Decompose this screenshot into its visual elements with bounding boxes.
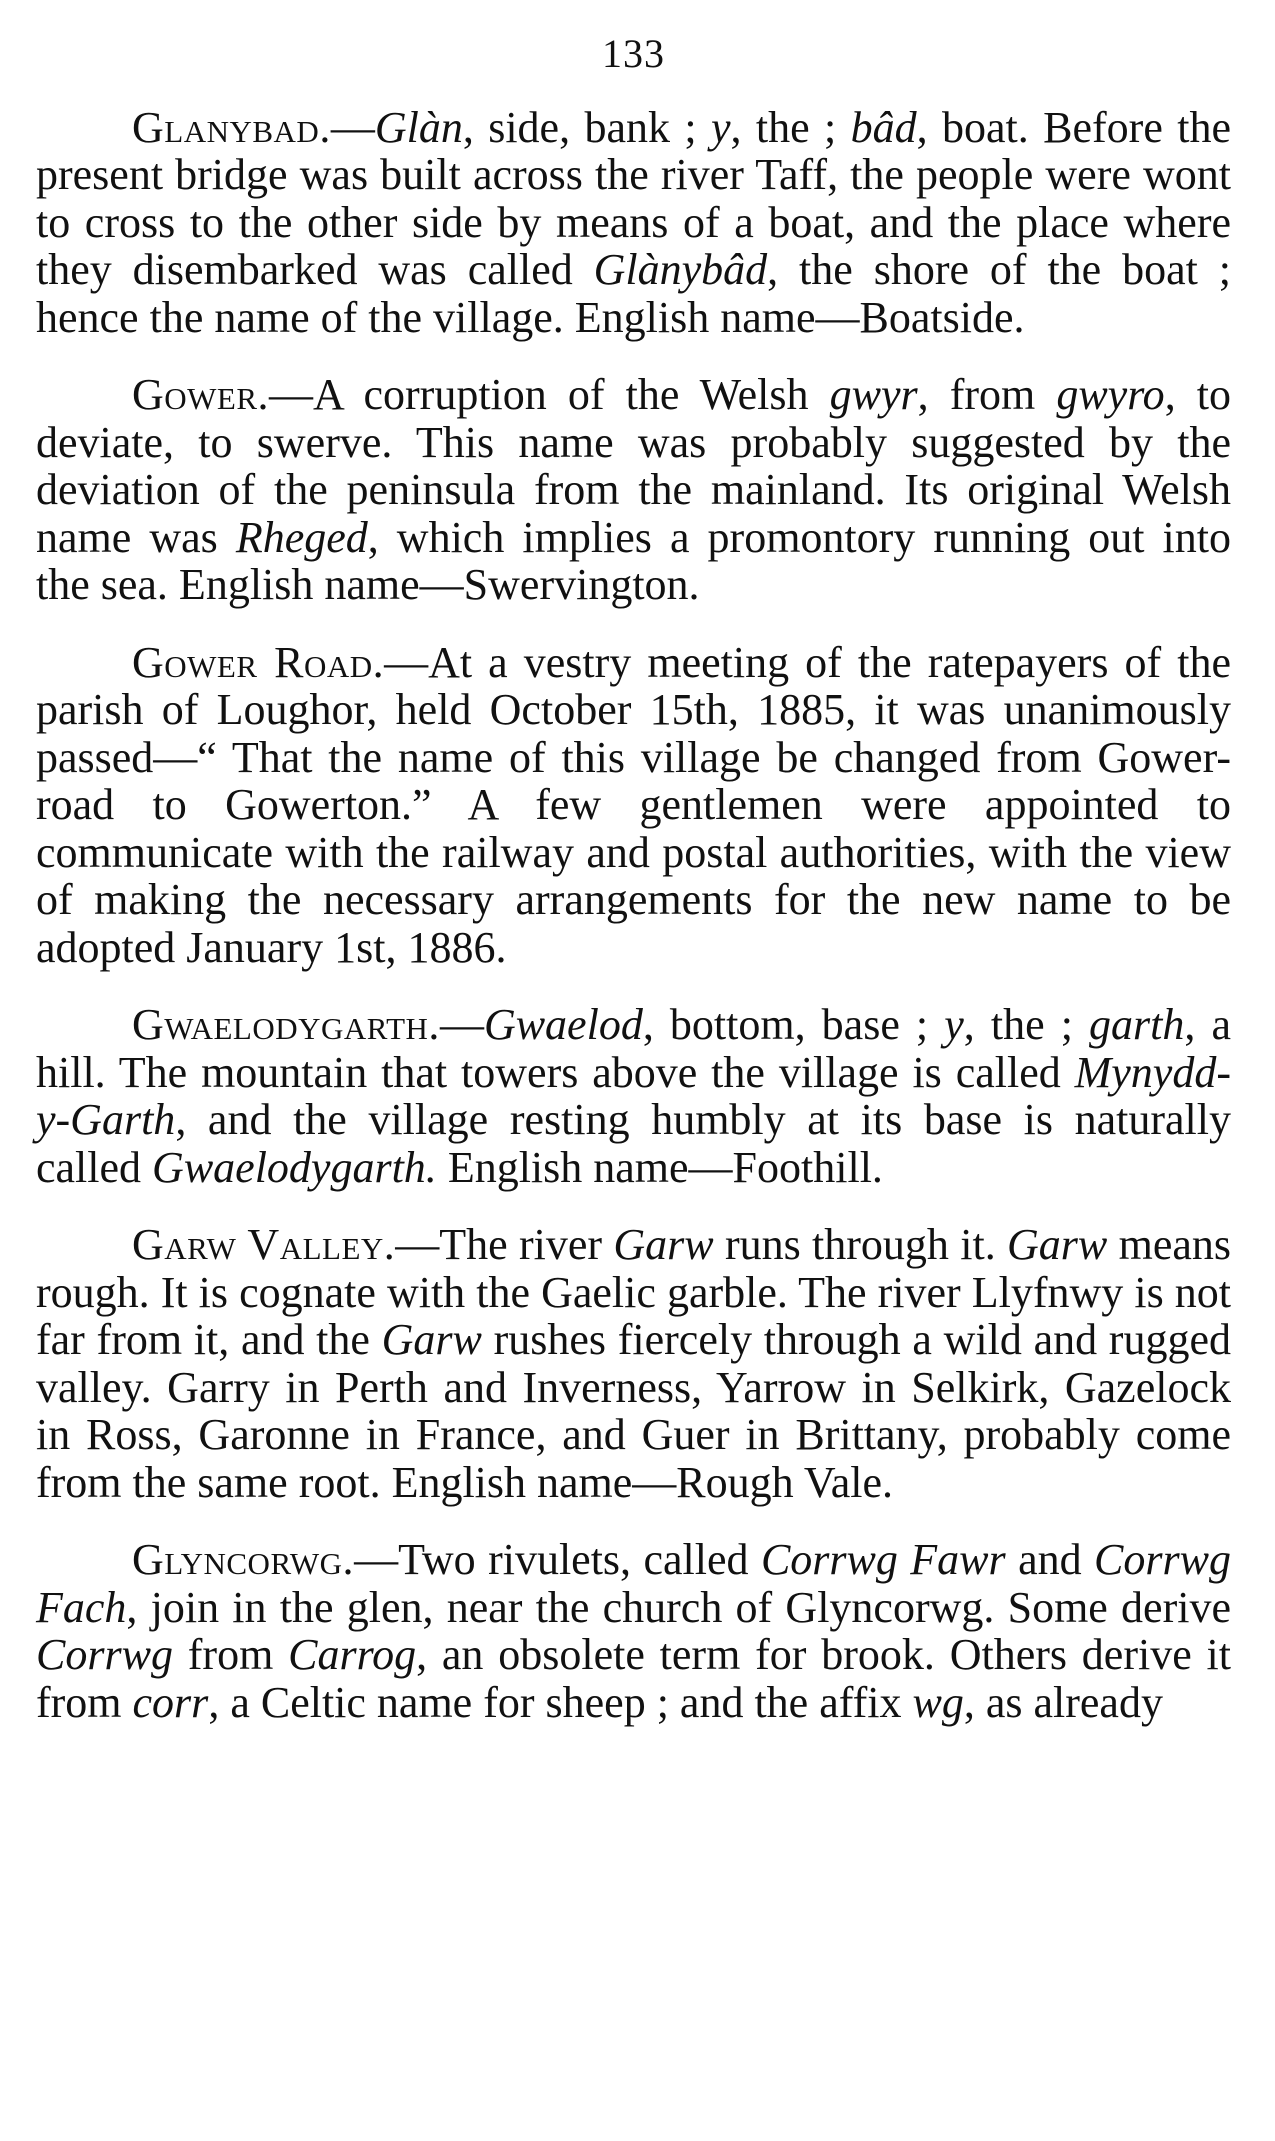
entry-gower: Gower.—A corruption of the Welsh gwyr, from gwyro, to deviate, to swerve. This name was probably suggested by the deviation of the peninsula from the mainland. Its original Welsh name was Rheged, which implies a promontory running out into the sea. English name—Swervington. [36,370,1231,609]
entry-gwaelodygarth: Gwaelodygarth.—Gwaelod, bottom, base ; y, the ; garth, a hill. The mountain that towers above the village is called Mynydd-y-Garth, and the village resting humbly at its base is naturally called Gwaelodygarth. English name—Foothill. [36,1000,1231,1192]
entry-headword: Glyncorwg. [132,1535,355,1584]
entry-headword: Gower Road. [132,637,385,687]
entry-headword: Garw Valley. [132,1220,396,1269]
entry-gower-road: Gower Road.—At a vestry meeting of the ratepayers of the parish of Loughor, held October 15th, 1885, it was unanimously passed—“ That the name of this village be changed from Gower-road to Gowerton.” A few gentlemen were appointed to communicate with the railway and postal authorities, with the view of making the necessary arrangements for the new name to be adopted January 1st, 1886. [36,637,1231,972]
entry-headword: Glanybad. [132,102,331,152]
page-number: 133 [602,31,665,76]
entry-headword: Gower. [132,370,270,419]
entry-glanybad: Glanybad.—Glàn, side, bank ; y, the ; bâd, boat. Before the present bridge was built across the river Taff, the people were wont to cross to the other side by means of a boat, and the place where they disembarked was called Glànybâd, the shore of the boat ; hence the name of the village. English name—Boatside. [36,102,1231,342]
entry-glyncorwg: Glyncorwg.—Two rivulets, called Corrwg Fawr and Corrwg Fach, join in the glen, near the church of Glyncorwg. Some derive Corrwg from Carrog, an obsolete term for brook. Others derive it from corr, a Celtic name for sheep ; and the affix wg, as already [36,1535,1232,1727]
entry-garw-valley: Garw Valley.—The river Garw runs through it. Garw means rough. It is cognate with the Gaelic garble. The river Llyfnwy is not far from it, and the Garw rushes fiercely through a wild and rugged valley. Garry in Perth and Inverness, Yarrow in Selkirk, Gazelock in Ross, Garonne in France, and Guer in Brittany, probably come from the same root. English name—Rough Vale. [36,1220,1232,1507]
book-page [36,30,1231,1726]
entry-headword: Gwaelodygarth. [132,1000,440,1049]
